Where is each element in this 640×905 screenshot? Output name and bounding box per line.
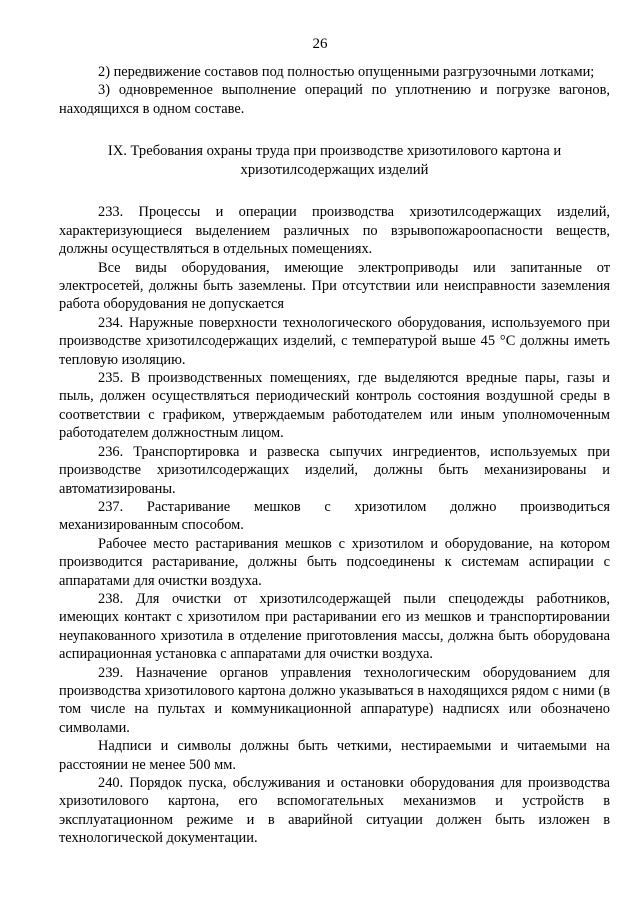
paragraph-233-grounding: Все виды оборудования, имеющие электроприводы или запитанные от электросетей, должны быть заземлены. При отсутствии или неисправности заземления работа оборудования не допускается — [59, 259, 610, 313]
paragraph-238: 238. Для очистки от хризотилсодержащей пыли спецодежды работников, имеющих контакт с хризотилом при растаривании его из мешков и транспортировании неупакованного хризотила в отделение приготовления массы, должна быть оборудована аспирационная установка с аппаратами для очистки воздуха. — [59, 590, 610, 663]
paragraph-236: 236. Транспортировка и развеска сыпучих ингредиентов, используемых при производстве хризотилсодержащих изделий, должны быть механизированы и автоматизированы. — [59, 443, 610, 497]
list-item-2: 2) передвижение составов под полностью опущенными разгрузочными лотками; — [98, 64, 595, 80]
paragraph-239-labels: Надписи и символы должны быть четкими, нестираемыми и читаемыми на расстоянии не менее 500 мм. — [59, 738, 610, 773]
section-heading — [59, 142, 610, 179]
paragraph-240: 240. Порядок пуска, обслуживания и остановки оборудования для производства хризотилового картона, его вспомогательных механизмов и устройств в эксплуатационном режиме и в аварийной ситуации должен быть изложен в технологической документации. — [59, 775, 610, 847]
paragraph-233: 233. Процессы и операции производства хризотилсодержащих изделий, характеризующиеся выделением различных по взрывопожароопасности веществ, должны осуществляться в отдельных помещениях. — [59, 204, 610, 258]
page-number: 26 — [312, 36, 328, 52]
paragraph-234: 234. Наружные поверхности технологического оборудования, используемого при производстве хризотилсодержащих изделий, с температурой выше 45 °С должны иметь тепловую изоляцию. — [59, 314, 610, 368]
section-heading-line-2: хризотилсодержащих изделий — [240, 161, 429, 178]
paragraph-237-workplace: Рабочее место растаривания мешков с хризотилом и оборудование, на котором производится растаривание, должны быть подсоединены к системам аспирации с аппаратами для очистки воздуха. — [59, 535, 610, 589]
paragraph-239: 239. Назначение органов управления технологическим оборудованием для производства хризотилового картона должно указываться в находящихся рядом с ними (в том числе на пультах и коммуникационной аппаратуре) надписях или обозначено символами. — [59, 664, 610, 736]
document-body — [59, 63, 610, 848]
list-item-3: 3) одновременное выполнение операций по уплотнению и погрузке вагонов, находящихся в одном составе. — [59, 82, 610, 117]
paragraph-235: 235. В производственных помещениях, где выделяются вредные пары, газы и пыль, должен осуществляться периодический контроль состояния воздушной среды в соответствии с графиком, утверждаемым работодателем или иным уполномоченным работодателем должностным лицом. — [59, 370, 610, 442]
section-heading-line-1: IX. Требования охраны труда при производстве хризотилового картона и — [107, 143, 562, 160]
paragraph-237: 237. Растаривание мешков с хризотилом должно производиться механизированным способом. — [59, 498, 610, 534]
